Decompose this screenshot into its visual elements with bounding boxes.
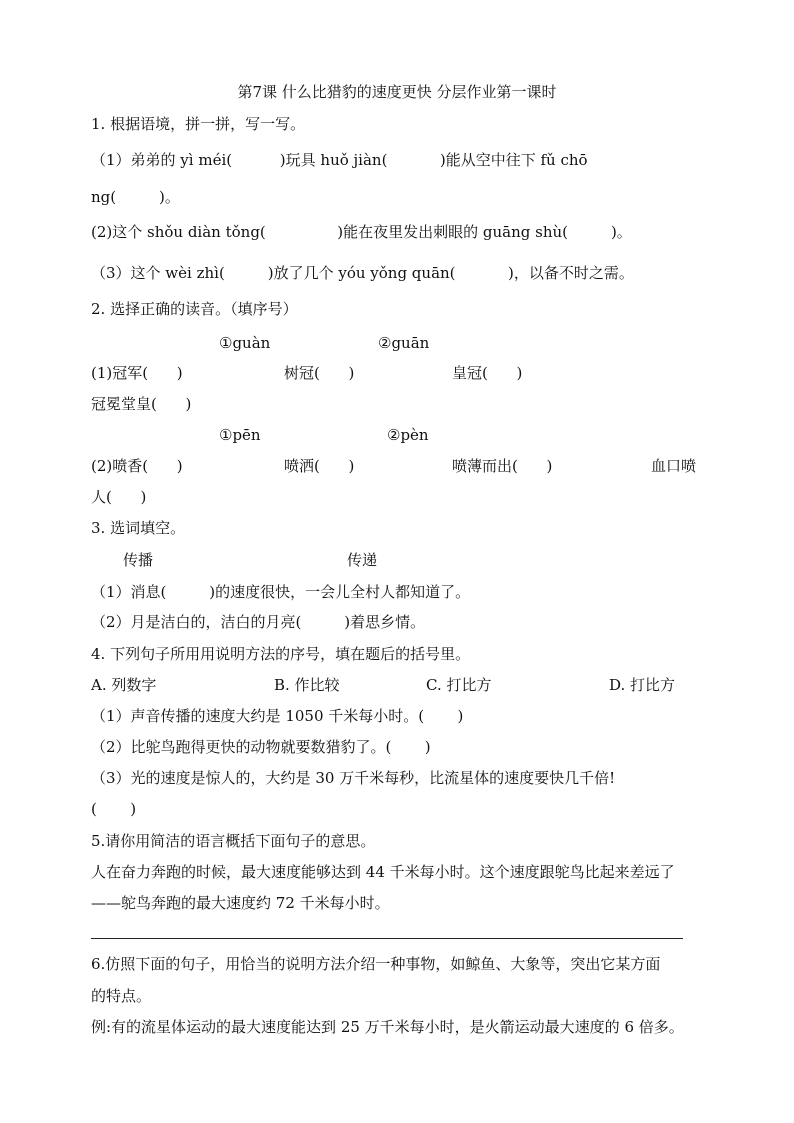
q2-group2-item-d: 血口喷 — [651, 457, 697, 475]
q1-line-2: (2)这个 shǒu diàn tǒng( )能在夜里发出刺眼的 guāng shù( )。 — [91, 223, 632, 241]
q6-heading-continued: 的特点。 — [91, 987, 152, 1005]
q1-line-1: （1）弟弟的 yì méi( )玩具 huǒ jiàn( )能从空中往下 fǔ chō — [91, 151, 588, 169]
q2-group1-item-a: (1)冠军( ) — [91, 364, 183, 382]
q2-group2-item-d-continued: 人( ) — [91, 488, 147, 506]
q5-text-line-1: 人在奋力奔跑的时候，最大速度能够达到 44 千米每小时。这个速度跟鸵鸟比起来差远了 — [91, 863, 675, 881]
q4-line-1: （1）声音传播的速度大约是 1050 千米每小时。( ) — [91, 707, 464, 725]
q4-option-a: A. 列数字 — [91, 676, 157, 694]
q1-heading: 1. 根据语境，拼一拼，写一写。 — [91, 115, 306, 133]
q3-heading: 3. 选词填空。 — [91, 519, 186, 537]
q2-group2-item-b: 喷洒( ) — [284, 457, 355, 475]
q3-line-2: （2）月是洁白的，洁白的月亮( )着思乡情。 — [91, 613, 426, 631]
q2-group2-item-c: 喷薄而出( ) — [452, 457, 553, 475]
q4-option-d: D. 打比方 — [609, 676, 676, 694]
q6-heading: 6.仿照下面的句子，用恰当的说明方法介绍一种事物，如鲸鱼、大象等，突出它某方面 — [91, 955, 661, 973]
q4-line-2: （2）比鸵鸟跑得更快的动物就要数猎豹了。( ) — [91, 738, 431, 756]
q5-answer-line — [91, 938, 683, 939]
q4-option-c: C. 打比方 — [426, 676, 492, 694]
q2-group2-option-2: ②pèn — [387, 426, 429, 444]
q3-word-2: 传递 — [347, 551, 378, 569]
q4-option-b: B. 作比较 — [274, 676, 340, 694]
q2-group1-item-b: 树冠( ) — [284, 364, 355, 382]
q5-text-line-2: ——鸵鸟奔跑的最大速度约 72 千米每小时。 — [91, 894, 390, 912]
q4-line-3-continued: ( ) — [91, 800, 137, 818]
q6-example: 例:有的流星体运动的最大速度能达到 25 万千米每小时，是火箭运动最大速度的 6 倍多。 — [91, 1018, 684, 1036]
q2-group1-option-1: ①guàn — [219, 334, 271, 352]
q3-line-1: （1）消息( )的速度很快，一会儿全村人都知道了。 — [91, 583, 471, 601]
page-title: 第7课 什么比猎豹的速度更快 分层作业第一课时 — [237, 83, 557, 101]
q2-group1-item-c: 皇冠( ) — [452, 364, 523, 382]
q4-heading: 4. 下列句子所用用说明方法的序号，填在题后的括号里。 — [91, 645, 471, 663]
q2-group2-option-1: ①pēn — [219, 426, 261, 444]
q4-line-3: （3）光的速度是惊人的，大约是 30 万千米每秒，比流星体的速度要快几千倍! — [91, 769, 616, 787]
q5-heading: 5.请你用简洁的语言概括下面句子的意思。 — [91, 832, 376, 850]
q2-group1-item-d: 冠冕堂皇( ) — [91, 395, 192, 413]
q2-heading: 2. 选择正确的读音。（填序号） — [91, 300, 298, 318]
q2-group1-option-2: ②guān — [378, 334, 430, 352]
q1-line-1-continued: ng( )。 — [91, 188, 180, 206]
q2-group2-item-a: (2)喷香( ) — [91, 457, 183, 475]
q3-word-1: 传播 — [123, 551, 154, 569]
q1-line-3: （3）这个 wèi zhì( )放了几个 yóu yǒng quān( )，以备不时之需。 — [91, 264, 634, 282]
